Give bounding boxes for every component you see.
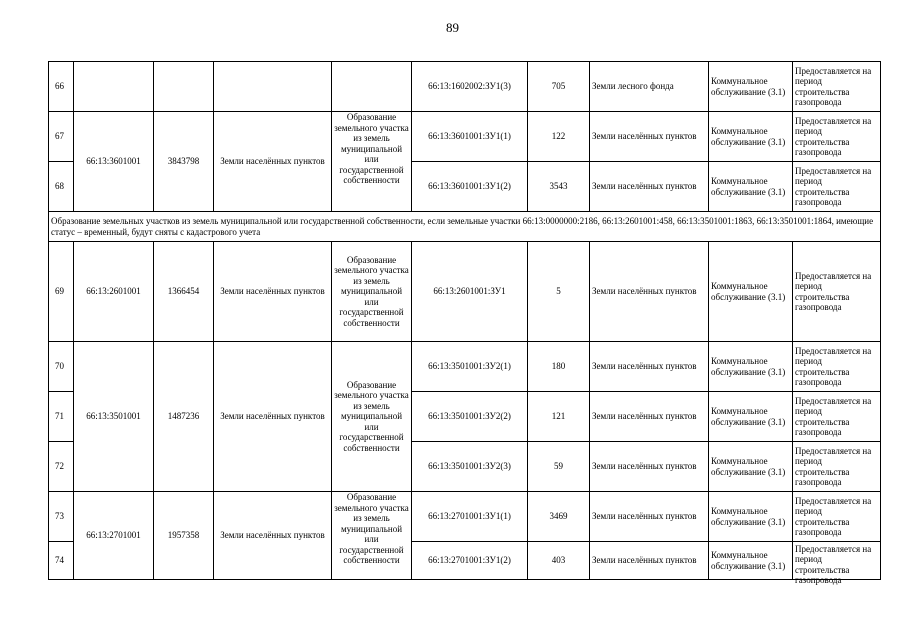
permitted-use: Коммунальное обслуживание (3.1) bbox=[709, 442, 793, 492]
plot-square: 122 bbox=[528, 112, 590, 162]
land-category: Земли населённых пунктов bbox=[590, 392, 709, 442]
term-note: Предоставляется на период строительства газопровода bbox=[793, 442, 881, 492]
permitted-use: Коммунальное обслуживание (3.1) bbox=[709, 492, 793, 542]
table-row bbox=[49, 62, 881, 112]
row-number: 72 bbox=[49, 442, 74, 492]
row-number: 67 bbox=[49, 112, 74, 162]
plot-square: 5 bbox=[528, 242, 590, 342]
plot-code: 66:13:1602002:ЗУ1(3) bbox=[412, 62, 528, 112]
empty-cell bbox=[154, 62, 214, 112]
quarter-category: Земли населённых пунктов bbox=[214, 112, 332, 212]
land-category: Земли населённых пунктов bbox=[590, 442, 709, 492]
formation-method: Образование земельного участка из земель муниципальной или государственной собственности bbox=[332, 342, 412, 492]
quarter-area: 1957358 bbox=[154, 492, 214, 580]
formation-method: Образование земельного участка из земель муниципальной или государственной собственности bbox=[332, 242, 412, 342]
row-number: 73 bbox=[49, 492, 74, 542]
row-number: 69 bbox=[49, 242, 74, 342]
quarter-area: 1366454 bbox=[154, 242, 214, 342]
empty-cell bbox=[332, 62, 412, 112]
row-number: 68 bbox=[49, 162, 74, 212]
land-category: Земли населённых пунктов bbox=[590, 342, 709, 392]
plot-square: 3543 bbox=[528, 162, 590, 212]
land-category: Земли населённых пунктов bbox=[590, 162, 709, 212]
table-row bbox=[49, 492, 881, 542]
plot-square: 121 bbox=[528, 392, 590, 442]
land-category: Земли населённых пунктов bbox=[590, 242, 709, 342]
plot-code: 66:13:2701001:ЗУ1(2) bbox=[412, 542, 528, 580]
term-note: Предоставляется на период строительства газопровода bbox=[793, 162, 881, 212]
row-number: 70 bbox=[49, 342, 74, 392]
land-category: Земли населённых пунктов bbox=[590, 112, 709, 162]
term-note: Предоставляется на период строительства газопровода bbox=[793, 242, 881, 342]
notice-row bbox=[49, 212, 881, 242]
empty-cell bbox=[214, 62, 332, 112]
row-number: 66 bbox=[49, 62, 74, 112]
plot-square: 59 bbox=[528, 442, 590, 492]
term-note: Предоставляется на период строительства газопровода bbox=[793, 392, 881, 442]
land-category: Земли лесного фонда bbox=[590, 62, 709, 112]
quarter-area: 3843798 bbox=[154, 112, 214, 212]
plot-code: 66:13:3601001:ЗУ1(1) bbox=[412, 112, 528, 162]
quarter-category: Земли населённых пунктов bbox=[214, 342, 332, 492]
table-row bbox=[49, 242, 881, 342]
plot-square: 3469 bbox=[528, 492, 590, 542]
plot-code: 66:13:3501001:ЗУ2(1) bbox=[412, 342, 528, 392]
empty-cell bbox=[74, 62, 154, 112]
plot-code: 66:13:3501001:ЗУ2(3) bbox=[412, 442, 528, 492]
plot-square: 180 bbox=[528, 342, 590, 392]
permitted-use: Коммунальное обслуживание (3.1) bbox=[709, 242, 793, 342]
term-note: Предоставляется на период строительства газопровода bbox=[793, 342, 881, 392]
land-category: Земли населённых пунктов bbox=[590, 492, 709, 542]
quarter-number: 66:13:2601001 bbox=[74, 242, 154, 342]
quarter-area: 1487236 bbox=[154, 342, 214, 492]
notice-text: Образование земельных участков из земель муниципальной или государственной собственности, если земельные участки 66:13:0000000:2186, 66:13:2601001:458, 66:13:3501001:1863, 66:13:3501001:1864, имеющие статус – временный, будут сняты с кадастрового учета bbox=[49, 212, 881, 242]
page-number: 89 bbox=[446, 20, 459, 35]
table-row bbox=[49, 112, 881, 162]
permitted-use: Коммунальное обслуживание (3.1) bbox=[709, 392, 793, 442]
plot-code: 66:13:3601001:ЗУ1(2) bbox=[412, 162, 528, 212]
land-category: Земли населённых пунктов bbox=[590, 542, 709, 580]
permitted-use: Коммунальное обслуживание (3.1) bbox=[709, 342, 793, 392]
permitted-use: Коммунальное обслуживание (3.1) bbox=[709, 62, 793, 112]
plot-code: 66:13:2701001:ЗУ1(1) bbox=[412, 492, 528, 542]
plot-code: 66:13:2601001:ЗУ1 bbox=[412, 242, 528, 342]
formation-text: Образование земельного участка из земель муниципальной или государственной собственности bbox=[334, 492, 409, 565]
term-text: Предоставляется на период строительства газопровода bbox=[795, 543, 872, 585]
plot-square: 705 bbox=[528, 62, 590, 112]
quarter-number: 66:13:3501001 bbox=[74, 342, 154, 492]
quarter-number: 66:13:2701001 bbox=[74, 492, 154, 580]
permitted-use: Коммунальное обслуживание (3.1) bbox=[709, 112, 793, 162]
land-plots-table bbox=[48, 61, 881, 585]
term-note: Предоставляется на период строительства газопровода bbox=[793, 112, 881, 162]
permitted-use: Коммунальное обслуживание (3.1) bbox=[709, 542, 793, 580]
formation-method bbox=[332, 492, 412, 580]
plot-square: 403 bbox=[528, 542, 590, 580]
permitted-use: Коммунальное обслуживание (3.1) bbox=[709, 162, 793, 212]
term-note bbox=[793, 542, 881, 585]
quarter-category: Земли населённых пунктов bbox=[214, 492, 332, 580]
term-note: Предоставляется на период строительства газопровода bbox=[793, 62, 881, 112]
row-number: 71 bbox=[49, 392, 74, 442]
row-number: 74 bbox=[49, 542, 74, 580]
quarter-number: 66:13:3601001 bbox=[74, 112, 154, 212]
term-note: Предоставляется на период строительства газопровода bbox=[793, 492, 881, 542]
quarter-category: Земли населённых пунктов bbox=[214, 242, 332, 342]
formation-method: Образование земельного участка из земель муниципальной или государственной собственности bbox=[332, 112, 412, 212]
table-row bbox=[49, 342, 881, 392]
plot-code: 66:13:3501001:ЗУ2(2) bbox=[412, 392, 528, 442]
